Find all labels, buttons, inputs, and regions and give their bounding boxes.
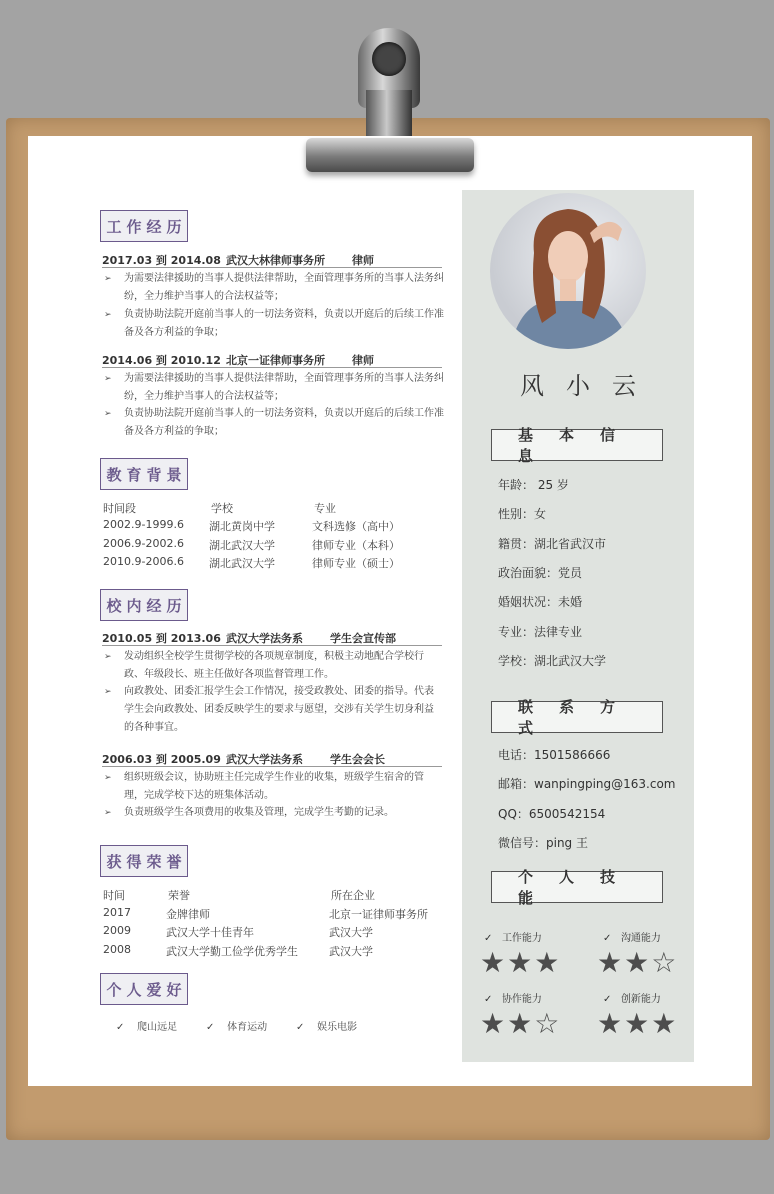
info-major: 专业：法律专业: [498, 625, 583, 639]
campus-bullet: ➢ 负责班级学生各项费用的收集及管理，完成学生考勤的记录。: [104, 807, 394, 818]
section-title-honors: 获得荣誉: [100, 845, 188, 877]
job-org: 北京一证律师事务所: [226, 354, 325, 367]
job-bullet: ➢ 为需要法律援助的当事人提供法律帮助，全面管理事务所的当事人法务纠纷，全力维护当事人的合法权益等；: [104, 373, 444, 402]
job-period: 2014.06 到 2010.12: [102, 354, 221, 367]
check-icon: ✓: [296, 1022, 305, 1033]
hobby-item: ✓ 体育运动: [206, 1022, 268, 1033]
skill-label: ✓ 协作能力: [484, 994, 542, 1005]
campus-role: 学生会宣传部: [330, 632, 396, 645]
col-header: 所在企业: [331, 889, 375, 902]
campus-header: [102, 630, 442, 646]
star-filled-icon: ★: [480, 946, 508, 979]
star-filled-icon: ★: [480, 1007, 508, 1040]
contact-email: 邮箱：wanpingping@163.com: [498, 777, 676, 791]
col-header: 荣誉: [168, 889, 190, 902]
contact-phone: 电话：1501586666: [498, 748, 611, 762]
check-icon: ✓: [116, 1022, 125, 1033]
star-empty-icon: ☆: [651, 946, 679, 979]
skill-stars: [597, 1009, 678, 1039]
info-school: 学校：湖北武汉大学: [498, 654, 607, 668]
contact-qq: QQ：6500542154: [498, 807, 606, 821]
job-org: 武汉大林律师事务所: [226, 254, 325, 267]
info-hometown: 籍贯：湖北省武汉市: [498, 537, 607, 551]
section-title-education: 教育背景: [100, 458, 188, 490]
skill-label: ✓ 工作能力: [484, 933, 542, 944]
profile-name: 风小云: [520, 372, 658, 400]
check-icon: ✓: [484, 994, 493, 1005]
check-icon: ✓: [603, 933, 612, 944]
job-bullet: ➢ 为需要法律援助的当事人提供法律帮助，全面管理事务所的当事人法务纠纷，全力维护当事人的合法权益等；: [104, 273, 444, 302]
info-political: 政治面貌：党员: [498, 566, 583, 580]
check-icon: ✓: [484, 933, 493, 944]
star-filled-icon: ★: [624, 1007, 652, 1040]
campus-bullet: ➢ 发动组织全校学生贯彻学校的各项规章制度，积极主动地配合学校行政、年级段长、班主任做好各项监督管理工作。: [104, 651, 424, 680]
star-filled-icon: ★: [624, 946, 652, 979]
job-role: 律师: [352, 354, 374, 367]
skill-stars: [480, 948, 561, 978]
campus-role: 学生会会长: [330, 753, 385, 766]
star-filled-icon: ★: [507, 1007, 535, 1040]
section-title-skills: 个人技能: [491, 871, 663, 903]
job-period: 2017.03 到 2014.08: [102, 254, 221, 267]
info-age: 年龄： 25 岁: [498, 478, 569, 492]
skill-label: ✓ 创新能力: [603, 994, 661, 1005]
skill-stars: [597, 948, 678, 978]
col-header: 时间: [103, 889, 125, 902]
star-filled-icon: ★: [651, 1007, 679, 1040]
check-icon: ✓: [206, 1022, 215, 1033]
campus-org: 武汉大学法务系: [226, 632, 303, 645]
star-empty-icon: ☆: [534, 1007, 562, 1040]
campus-header: [102, 751, 442, 767]
star-filled-icon: ★: [507, 946, 535, 979]
skill-label: ✓ 沟通能力: [603, 933, 661, 944]
binder-clip-bar: [306, 138, 474, 172]
portrait-illustration: [490, 193, 646, 349]
job-role: 律师: [352, 254, 374, 267]
star-filled-icon: ★: [597, 1007, 625, 1040]
campus-org: 武汉大学法务系: [226, 753, 303, 766]
section-title-hobbies: 个人爱好: [100, 973, 188, 1005]
col-header: 时间段: [103, 502, 136, 515]
star-filled-icon: ★: [534, 946, 562, 979]
campus-bullet: ➢ 向政教处、团委汇报学生会工作情况，接受政教处、团委的指导。代表学生会向政教处、团委反映学生的要求与愿望，交涉有关学生切身利益的各种事宜。: [104, 686, 434, 733]
job-bullet: ➢ 负责协助法院开庭前当事人的一切法务资料，负责以开庭后的后续工作准备及各方利益的争取；: [104, 408, 444, 437]
section-title-contact: 联系方式: [491, 701, 663, 733]
job-header: [102, 252, 442, 268]
col-header: 专业: [314, 502, 336, 515]
binder-clip-neck: [366, 90, 412, 140]
campus-period: 2010.05 到 2013.06: [102, 632, 221, 645]
section-title-work: 工作经历: [100, 210, 188, 242]
hobby-item: ✓ 娱乐电影: [296, 1022, 358, 1033]
col-header: 学校: [211, 502, 233, 515]
skill-stars: [480, 1009, 561, 1039]
profile-photo: [490, 193, 646, 349]
campus-period: 2006.03 到 2005.09: [102, 753, 221, 766]
check-icon: ✓: [603, 994, 612, 1005]
campus-bullet: ➢ 组织班级会议，协助班主任完成学生作业的收集，班级学生宿舍的管理，完成学校下达的班集体活动。: [104, 772, 424, 801]
star-filled-icon: ★: [597, 946, 625, 979]
section-title-campus: 校内经历: [100, 589, 188, 621]
job-bullet: ➢ 负责协助法院开庭前当事人的一切法务资料，负责以开庭后的后续工作准备及各方利益的争取；: [104, 309, 444, 338]
contact-wechat: 微信号：ping 王: [498, 836, 588, 850]
info-gender: 性别：女: [498, 507, 547, 521]
job-header: [102, 352, 442, 368]
section-title-basic-info: 基本信息: [491, 429, 663, 461]
hobby-item: ✓ 爬山远足: [116, 1022, 178, 1033]
info-marital: 婚姻状况：未婚: [498, 595, 583, 609]
